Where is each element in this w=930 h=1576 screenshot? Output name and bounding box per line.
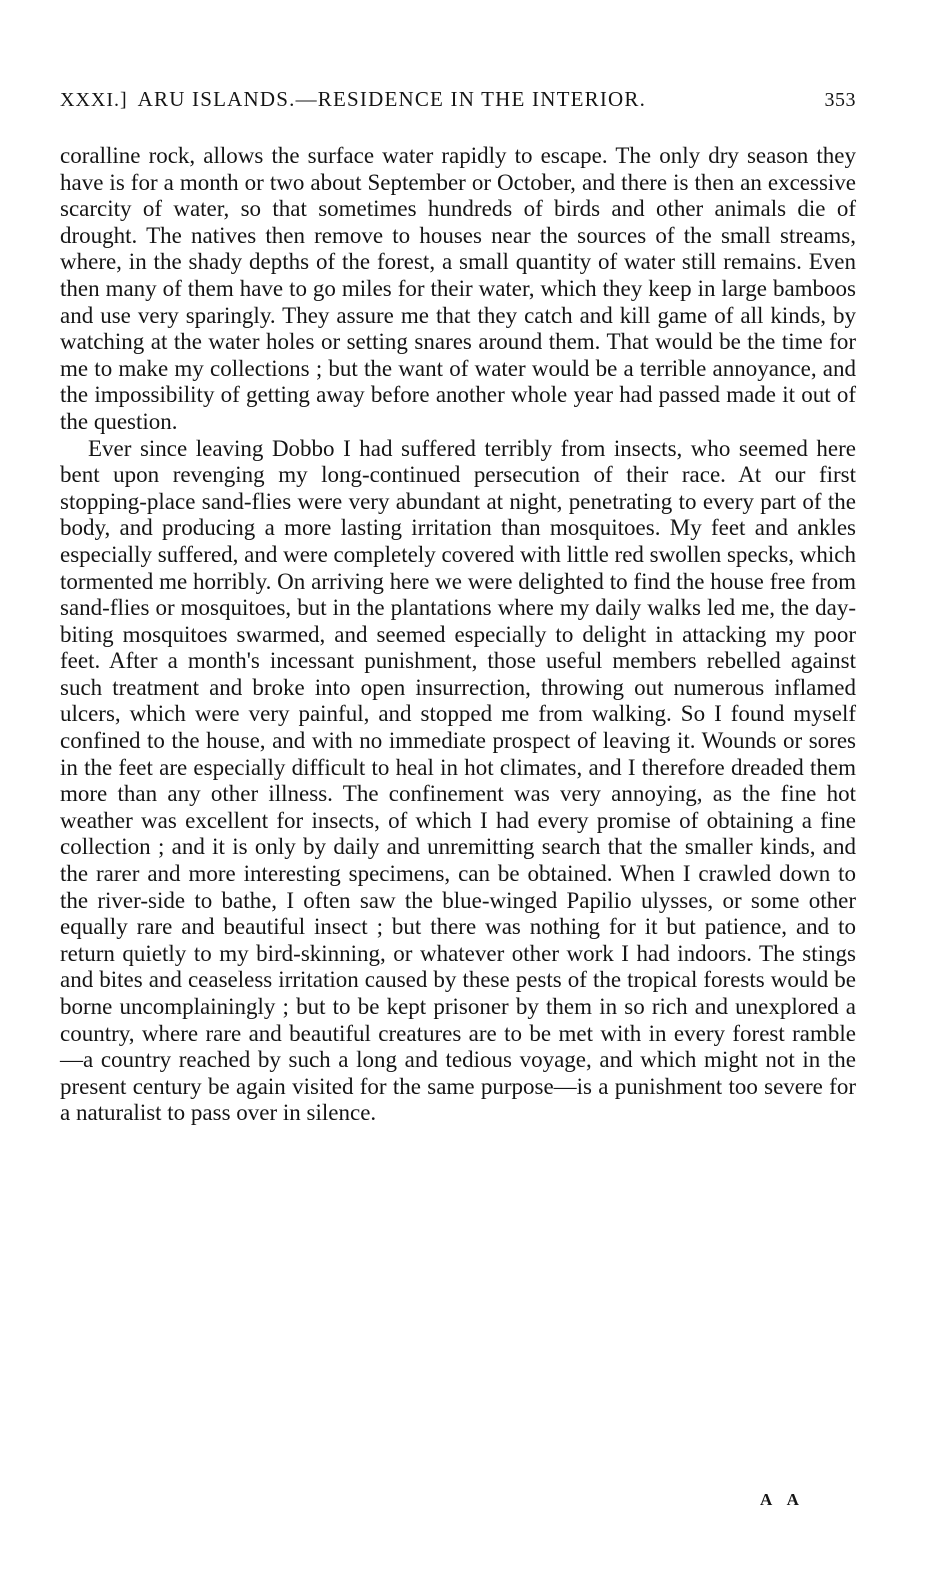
signature-mark: A A	[760, 1490, 805, 1509]
paragraph-continued: coralline rock, allows the surface water rapidly to escape. The only dry season they have is for a month or two about September or October, and there is then an excessive scarcity of water, so that sometimes hundreds of birds and other animals die of drought. The natives then remove to houses near the sources of the small streams, where, in the shady depths of the forest, a small quantity of water still remains. Even then many of them have to go miles for their water, which they keep in large bamboos and use very sparingly. They assure me that they catch and kill game of all kinds, by watching at the water holes or setting snares around them. That would be the time for me to make my collections ; but the want of water would be a terrible annoyance, and the impossibility of getting away before another whole year had passed made it out of the question.	[60, 143, 856, 434]
paragraph: Ever since leaving Dobbo I had suffered terribly from insects, who seemed here bent upon revenging my long-continued persecution of their race. At our first stopping-place sand-flies were very abundant at night, penetrating to every part of the body, and producing a more lasting irritation than mosquitoes. My feet and ankles especially suffered, and were completely covered with little red swollen specks, which tormented me horribly. On arriving here we were delighted to find the house free from sand-flies or mosquitoes, but in the plantations where my daily walks led me, the day-biting mosquitoes swarmed, and seemed especially to delight in attacking my poor feet. After a month's incessant punishment, those useful members rebelled against such treatment and broke into open insurrection, throwing out numerous inflamed ulcers, which were very painful, and stopped me from walking. So I found myself confined to the house, and with no immediate prospect of leaving it. Wounds or sores in the feet are especially difficult to heal in hot climates, and I therefore dreaded them more than any other illness. The confinement was very annoying, as the fine hot weather was excellent for insects, of which I had every promise of obtaining a fine collection ; and it is only by daily and unremitting search that the smaller kinds, and the rarer and more interesting specimens, can be obtained. When I crawled down to the river-side to bathe, I often saw the blue-winged Papilio ulysses, or some other equally rare and beautiful insect ; but there was nothing for it but patience, and to return quietly to my bird-skinning, or whatever other work I had indoors. The stings and bites and ceaseless irritation caused by these pests of the tropical forests would be borne uncomplainingly ; but to be kept prisoner by them in so rich and unexplored a country, where rare and beautiful creatures are to be met with in every forest ramble—a country reached by such a long and tedious voyage, and which might not in the present century be again visited for the same purpose—is a punishment too severe for a naturalist to pass over in silence.	[60, 435, 856, 1126]
running-head-left	[60, 86, 646, 113]
running-title: ARU ISLANDS.—RESIDENCE IN THE INTERIOR.	[137, 87, 647, 111]
body-text	[60, 143, 856, 1127]
running-head	[60, 86, 856, 112]
page-number: 353	[824, 89, 856, 111]
chapter-number: XXXI.]	[60, 89, 128, 111]
book-page	[60, 86, 856, 1127]
